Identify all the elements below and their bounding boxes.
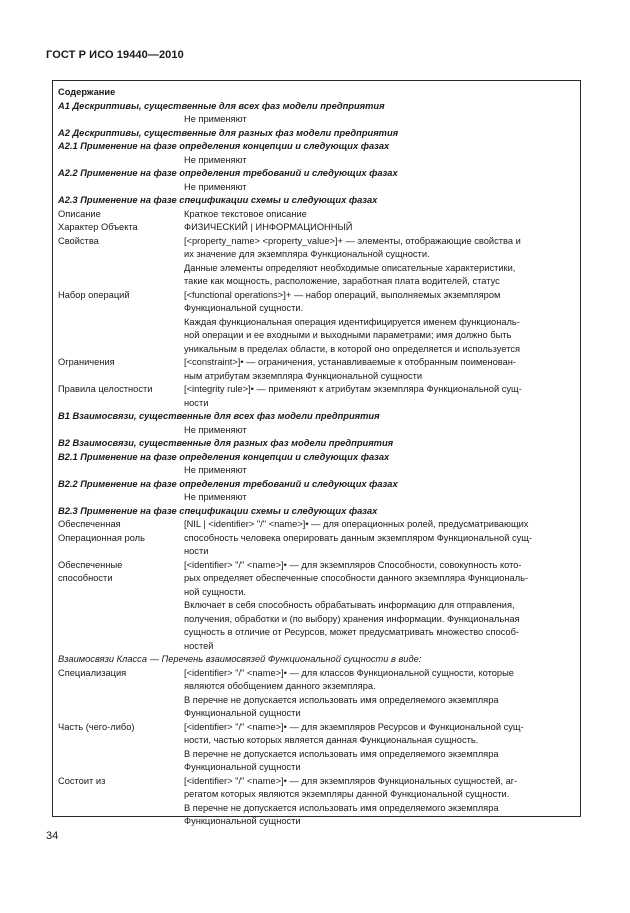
field-label — [58, 667, 184, 694]
document-header: ГОСТ Р ИСО 19440—2010 — [46, 49, 184, 61]
field-label-line: Характер Объекта — [58, 222, 138, 232]
not-applicable-note: Не применяют — [184, 424, 247, 435]
field-value-line: Функциональной сущности — [184, 708, 301, 718]
field-value-line: Функциональной сущности — [184, 816, 301, 826]
field-label-line: Ограничения — [58, 357, 115, 367]
field-value — [184, 235, 576, 262]
field-label — [58, 383, 184, 410]
not-applicable-note: Не применяют — [184, 465, 247, 475]
field-value-line: ностей — [184, 640, 214, 651]
field-row — [58, 667, 576, 694]
field-value-line: В перечне не допускается использовать имя определяемого экземпляра — [184, 694, 499, 705]
field-row — [58, 316, 576, 357]
field-label-line — [58, 599, 184, 613]
field-label — [58, 518, 184, 532]
field-label — [58, 262, 184, 289]
field-label — [58, 559, 184, 600]
field-label-line: Набор операций — [58, 289, 130, 300]
field-value-line: [<functional operations>]+ — набор операций, выполняемых экземпляром — [184, 289, 501, 300]
field-value-line: Включает в себя способность обрабатывать информацию для отправления, — [184, 600, 515, 610]
field-row — [58, 383, 576, 410]
field-value — [184, 316, 576, 357]
field-label — [58, 235, 184, 262]
field-value-line: ности, частью которых является данная Функциональная сущность. — [184, 735, 479, 745]
field-value-line: Каждая функциональная операция идентифицируется именем функциональ- — [184, 316, 520, 327]
field-row — [58, 235, 576, 262]
field-value-line: уникальным в пределах области, в которой оно определяется и используется — [184, 343, 521, 354]
field-label-line: Обеспеченные — [58, 559, 123, 570]
section-heading: A2.3 Применение на фазе спецификации схемы и следующих фазах — [58, 195, 378, 205]
field-label — [58, 221, 184, 235]
not-applicable-note: Не применяют — [184, 154, 247, 165]
field-value-line: [<integrity rule>]• — применяют к атрибутам экземпляра Функциональной сущ- — [184, 384, 522, 394]
field-row — [58, 289, 576, 316]
field-label-line: Описание — [58, 208, 101, 219]
not-applicable-note: Не применяют — [184, 492, 247, 502]
field-value-line: их значение для экземпляра Функциональной сущности. — [184, 249, 430, 259]
field-value-line: Функциональной сущности. — [184, 303, 304, 313]
field-value — [184, 289, 576, 316]
section-heading: B2.1 Применение на фазе определения концепции и следующих фазах — [58, 451, 390, 462]
field-value — [184, 721, 576, 748]
field-value — [184, 518, 576, 532]
not-applicable-note: Не применяют — [184, 181, 247, 192]
field-value-line: В перечне не допускается использовать имя определяемого экземпляра — [184, 748, 499, 759]
field-row — [58, 748, 576, 775]
field-value-line: [<identifier> "/" <name>]• — для экземпляров Функциональных сущностей, аг- — [184, 775, 518, 786]
field-row — [58, 599, 576, 653]
field-label — [58, 532, 184, 559]
field-label-line: Часть (чего-либо) — [58, 721, 135, 732]
field-value-line: Данные элементы определяют необходимые описательные характеристики, — [184, 262, 516, 273]
field-row — [58, 532, 576, 559]
field-value-line: [<identifier> "/" <name>]• — для экземпляров Ресурсов и Функциональной сущ- — [184, 721, 524, 732]
field-value — [184, 383, 576, 410]
field-row — [58, 694, 576, 721]
field-value-line: способность человека оперировать данным экземпляром Функциональной сущ- — [184, 532, 533, 543]
section-heading: A2 Дескриптивы, существенные для разных фаз модели предприятия — [58, 127, 399, 138]
field-label-line — [58, 262, 184, 276]
field-value-line: [<property_name> <property_value>]+ — элементы, отображающие свойства и — [184, 235, 521, 246]
field-value-line: ности — [184, 546, 209, 556]
field-label-line: Обеспеченная — [58, 519, 121, 529]
section-heading: A2.2 Применение на фазе определения требований и следующих фазах — [58, 168, 398, 178]
section-heading: B2.3 Применение на фазе спецификации схемы и следующих фазах — [58, 505, 378, 516]
field-label-line — [58, 748, 184, 762]
class-relations-note: Взаимосвязи Класса — Перечень взаимосвязей Функциональной сущности в виде: — [58, 654, 422, 664]
field-row — [58, 775, 576, 829]
field-label — [58, 599, 184, 653]
field-value-line: Краткое текстовое описание — [184, 208, 307, 219]
field-row — [58, 721, 576, 748]
section-heading: A1 Дескриптивы, существенные для всех фаз модели предприятия — [58, 100, 385, 111]
field-label — [58, 748, 184, 775]
field-value-line: Функциональной сущности — [184, 762, 301, 772]
field-label-line: Состоит из — [58, 775, 106, 786]
field-label-line: Правила целостности — [58, 384, 153, 394]
page-number: 34 — [46, 830, 59, 842]
field-value — [184, 775, 576, 829]
section-heading: B2.2 Применение на фазе определения требований и следующих фазах — [58, 478, 398, 489]
field-row — [58, 559, 576, 600]
field-row — [58, 518, 576, 532]
not-applicable-note: Не применяют — [184, 114, 247, 124]
field-label — [58, 721, 184, 748]
field-value-line: рых определяет обеспеченные способности данного экземпляра Функциональ- — [184, 573, 529, 583]
field-value-line: сущность в отличие от Ресурсов, может предусматривать множество способ- — [184, 627, 520, 637]
field-value — [184, 208, 576, 222]
field-label — [58, 316, 184, 357]
field-value-line: ным атрибутам экземпляра Функциональной сущности — [184, 370, 423, 381]
field-value-line: ности — [184, 397, 209, 408]
field-row — [58, 356, 576, 383]
field-row — [58, 262, 576, 289]
field-value — [184, 599, 576, 653]
field-label — [58, 694, 184, 721]
section-heading: A2.1 Применение на фазе определения концепции и следующих фазах — [58, 141, 390, 151]
field-value-line: [<constraint>]• — ограничения, устанавливаемые к отобранным поименован- — [184, 357, 517, 367]
field-value — [184, 559, 576, 600]
field-value — [184, 748, 576, 775]
field-row — [58, 221, 576, 235]
field-label-line: Свойства — [58, 235, 99, 246]
field-value — [184, 356, 576, 383]
field-value-line: [<identifier> "/" <name>]• — для экземпляров Способности, совокупность кото- — [184, 559, 522, 570]
field-label-line — [58, 316, 184, 330]
field-label — [58, 356, 184, 383]
section-heading: B1 Взаимосвязи, существенные для всех фаз модели предприятия — [58, 411, 380, 421]
field-value — [184, 221, 576, 235]
field-label-line: способности — [58, 573, 113, 583]
section-heading: B2 Взаимосвязи, существенные для разных фаз модели предприятия — [58, 438, 394, 448]
field-label-line: Операционная роль — [58, 532, 145, 543]
field-label — [58, 289, 184, 316]
field-label-line: Специализация — [58, 667, 127, 678]
field-value-line: регатом которых являются экземпляры данной Функциональной сущности. — [184, 789, 510, 799]
field-value-line: являются обобщением данного экземпляра. — [184, 681, 376, 691]
field-value-line: [NIL | <identifier> "/" <name>]• — для операционных ролей, предусматривающих — [184, 519, 529, 529]
field-value-line: получения, обработки и (по выбору) хранения информации. Функциональная — [184, 613, 520, 624]
field-value — [184, 262, 576, 289]
field-value-line: ной сущности. — [184, 586, 247, 597]
field-value-line: [<identifier> "/" <name>]• — для классов Функциональной сущности, которые — [184, 667, 514, 678]
field-value — [184, 667, 576, 694]
field-label — [58, 775, 184, 829]
field-value-line: ФИЗИЧЕСКИЙ | ИНФОРМАЦИОННЫЙ — [184, 222, 353, 232]
field-label — [58, 208, 184, 222]
field-value-line: В перечне не допускается использовать имя определяемого экземпляра — [184, 802, 499, 813]
field-label-line — [58, 694, 184, 708]
field-row — [58, 208, 576, 222]
field-value — [184, 694, 576, 721]
specification-content — [58, 86, 576, 829]
field-value — [184, 532, 576, 559]
section-title: Содержание — [58, 87, 116, 97]
field-value-line: ной операции и ее входными и выходными параметрами; имя должно быть — [184, 330, 512, 340]
field-value-line: такие как мощность, расположение, заработная плата водителей, статус — [184, 276, 500, 286]
